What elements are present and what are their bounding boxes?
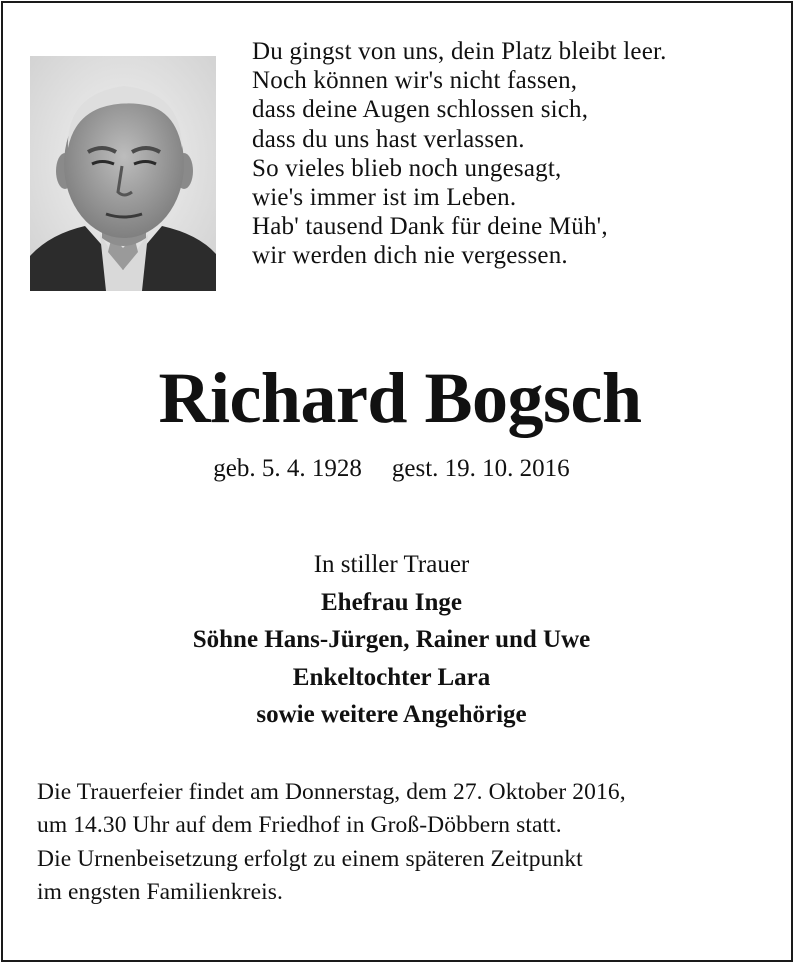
funeral-info (37, 776, 777, 909)
birth-date: geb. 5. 4. 1928 (213, 455, 362, 482)
poem-line: dass deine Augen schlossen sich, (252, 96, 589, 124)
death-date: gest. 19. 10. 2016 (391, 455, 570, 482)
poem-line: dass du uns hast verlassen. (252, 125, 525, 153)
mourner: Söhne Hans-Jürgen, Rainer und Uwe (192, 626, 591, 653)
funeral-line: Die Urnenbeisetzung erfolgt zu einem späteren Zeitpunkt (37, 845, 583, 872)
poem-line: wir werden dich nie vergessen. (252, 242, 568, 270)
portrait-photo (30, 56, 216, 291)
deceased-name: Richard Bogsch (158, 358, 642, 438)
funeral-line: im engsten Familienkreis. (37, 878, 283, 905)
mourner: Enkeltochter Lara (292, 663, 491, 691)
mourner: Ehefrau Inge (321, 588, 462, 616)
life-dates (0, 452, 783, 486)
poem (252, 37, 782, 271)
funeral-line: um 14.30 Uhr auf dem Friedhof in Groß-Döbbern statt. (37, 812, 562, 839)
funeral-line: Die Trauerfeier findet am Donnerstag, dem 27. Oktober 2016, (37, 779, 626, 805)
mourner: sowie weitere Angehörige (256, 701, 527, 728)
poem-line: Du gingst von uns, dein Platz bleibt leer. (252, 38, 667, 65)
mourning-intro: In stiller Trauer (313, 551, 470, 578)
mourners-block (0, 546, 783, 734)
poem-line: wie's immer ist im Leben. (252, 184, 517, 212)
poem-line: So vieles blieb noch ungesagt, (252, 154, 562, 182)
poem-line: Noch können wir's nicht fassen, (252, 67, 578, 95)
poem-line: Hab' tausend Dank für deine Müh', (252, 213, 608, 241)
